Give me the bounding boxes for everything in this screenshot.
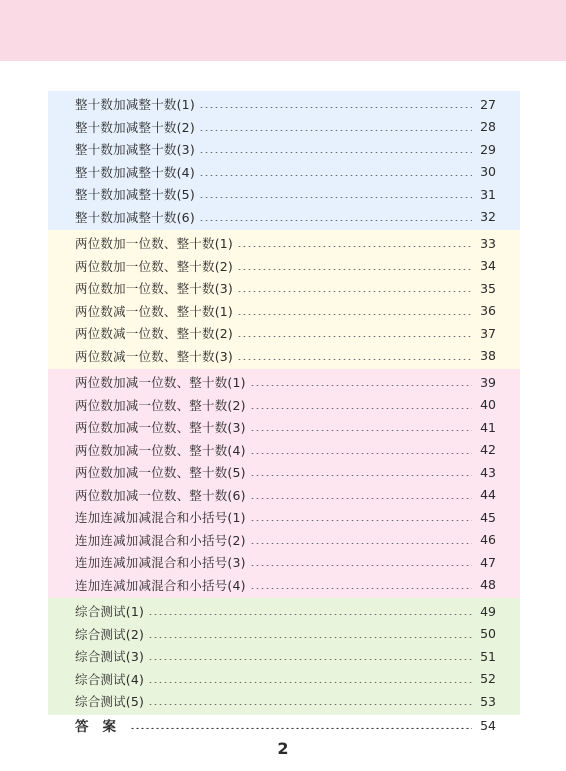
toc-entry[interactable] (48, 300, 520, 323)
toc-entry-title: 整十数加减整十数(1) (75, 97, 195, 113)
toc-entry-page-number: 41 (480, 419, 496, 435)
toc-entry[interactable] (48, 161, 520, 184)
dot-leader (199, 100, 472, 108)
toc-entry[interactable] (48, 623, 520, 646)
toc-entry-title: 两位数加减一位数、整十数(4) (75, 442, 246, 458)
toc-entry-title: 两位数加减一位数、整十数(6) (75, 487, 246, 503)
dot-leader (250, 536, 472, 544)
toc-entry[interactable] (48, 206, 520, 229)
dot-leader (148, 652, 472, 660)
dot-leader (250, 423, 472, 431)
toc-entry[interactable] (48, 394, 520, 417)
dot-leader (250, 468, 472, 476)
toc-entry-title: 综合测试(1) (75, 604, 145, 620)
toc-entry-page-number: 49 (480, 603, 496, 619)
toc-entry-page-number: 35 (480, 280, 496, 296)
toc-entry[interactable] (48, 645, 520, 668)
toc-entry-page-number: 33 (480, 235, 496, 251)
toc-entry-page-number: 36 (480, 303, 496, 319)
toc-entry-title: 两位数减一位数、整十数(2) (75, 326, 234, 342)
toc-entry-title: 两位数加减一位数、整十数(5) (75, 465, 246, 481)
toc-entry-title: 连加连减加减混合和小括号(4) (75, 577, 246, 593)
toc-entry-page-number: 37 (480, 325, 496, 341)
toc-entry-title: 连加连减加减混合和小括号(1) (75, 510, 246, 526)
toc-entry[interactable] (48, 484, 520, 507)
toc-entry-title: 两位数加减一位数、整十数(2) (75, 397, 246, 413)
toc-entry-page-number: 32 (480, 209, 496, 225)
toc-entry[interactable] (48, 668, 520, 691)
toc-entry-title: 整十数加减整十数(5) (75, 187, 195, 203)
toc-entry-title: 两位数减一位数、整十数(1) (75, 303, 234, 319)
dot-leader (148, 630, 472, 638)
toc-entry[interactable] (48, 506, 520, 529)
toc-entry-page-number: 51 (480, 648, 496, 664)
answers-label: 答案 (75, 719, 130, 735)
dot-leader (237, 284, 472, 292)
toc-entry-page-number: 48 (480, 577, 496, 593)
toc-entry[interactable] (48, 116, 520, 139)
toc-entry[interactable] (48, 138, 520, 161)
toc-entry[interactable] (48, 322, 520, 345)
dot-leader (250, 558, 472, 566)
dot-leader (148, 675, 472, 683)
toc-entry-title: 连加连减加减混合和小括号(3) (75, 555, 246, 571)
toc-entry[interactable] (48, 93, 520, 116)
toc-entry-page-number: 40 (480, 397, 496, 413)
toc-entry-page-number: 38 (480, 348, 496, 364)
page-number: 2 (277, 739, 289, 758)
toc-entry-page-number: 42 (480, 442, 496, 458)
toc-group (48, 230, 520, 369)
dot-leader (250, 581, 472, 589)
toc-entry[interactable] (48, 371, 520, 394)
dot-leader (237, 329, 472, 337)
dot-leader (199, 123, 472, 131)
toc-entry[interactable] (48, 600, 520, 623)
toc-group (48, 369, 520, 598)
toc-entry[interactable] (48, 277, 520, 300)
toc-entry[interactable] (48, 690, 520, 713)
toc-entry-page-number: 50 (480, 626, 496, 642)
toc-entry-page-number: 45 (480, 509, 496, 525)
toc-entry-title: 两位数加一位数、整十数(2) (75, 258, 234, 274)
toc-entry-title: 两位数加一位数、整十数(1) (75, 236, 234, 252)
toc-entry-title: 整十数加减整十数(6) (75, 209, 195, 225)
toc-entry-title: 整十数加减整十数(4) (75, 164, 195, 180)
toc-entry-page-number: 47 (480, 554, 496, 570)
toc-entry-title: 综合测试(3) (75, 649, 145, 665)
toc-entry-page-number: 44 (480, 487, 496, 503)
toc-entry[interactable] (48, 345, 520, 368)
toc-entry[interactable] (48, 461, 520, 484)
toc-entry-page-number: 39 (480, 374, 496, 390)
dot-leader (130, 721, 472, 729)
toc-entry[interactable] (48, 232, 520, 255)
toc-entry-title: 综合测试(5) (75, 694, 145, 710)
toc-entry-title: 两位数加一位数、整十数(3) (75, 281, 234, 297)
dot-leader (199, 145, 472, 153)
dot-leader (148, 607, 472, 615)
toc-entry-page-number: 31 (480, 186, 496, 202)
dot-leader (250, 446, 472, 454)
toc-entry-page-number: 53 (480, 693, 496, 709)
toc-entry[interactable] (48, 439, 520, 462)
dot-leader (250, 378, 472, 386)
toc-entry-title: 整十数加减整十数(3) (75, 142, 195, 158)
toc-entry-page-number: 34 (480, 258, 496, 274)
dot-leader (237, 352, 472, 360)
dot-leader (237, 239, 472, 247)
toc-entry[interactable] (48, 574, 520, 597)
toc-entry-page-number: 52 (480, 671, 496, 687)
toc-entry[interactable] (48, 255, 520, 278)
toc-entry-answers[interactable] (48, 713, 520, 737)
dot-leader (237, 307, 472, 315)
toc-entry-page-number: 43 (480, 464, 496, 480)
toc-entry-page-number: 46 (480, 532, 496, 548)
toc-entry-title: 综合测试(2) (75, 626, 145, 642)
dot-leader (148, 697, 472, 705)
header-band (0, 0, 566, 61)
dot-leader (250, 491, 472, 499)
toc-entry-page-number: 28 (480, 119, 496, 135)
dot-leader (199, 190, 472, 198)
dot-leader (237, 262, 472, 270)
toc-entry-title: 整十数加减整十数(2) (75, 119, 195, 135)
toc-entry-page-number: 29 (480, 141, 496, 157)
dot-leader (250, 401, 472, 409)
toc-entry-title: 连加连减加减混合和小括号(2) (75, 532, 246, 548)
toc-group (48, 598, 520, 715)
answers-page-number: 54 (480, 717, 496, 733)
dot-leader (199, 168, 472, 176)
toc-entry[interactable] (48, 529, 520, 552)
toc-entry-title: 两位数加减一位数、整十数(3) (75, 420, 246, 436)
toc-entry[interactable] (48, 551, 520, 574)
table-of-contents (48, 91, 520, 715)
toc-entry[interactable] (48, 416, 520, 439)
dot-leader (199, 213, 472, 221)
toc-entry-page-number: 27 (480, 96, 496, 112)
toc-entry-title: 综合测试(4) (75, 671, 145, 687)
toc-entry-title: 两位数减一位数、整十数(3) (75, 348, 234, 364)
dot-leader (250, 513, 472, 521)
toc-group (48, 91, 520, 230)
toc-entry[interactable] (48, 183, 520, 206)
toc-entry-title: 两位数加减一位数、整十数(1) (75, 375, 246, 391)
toc-entry-page-number: 30 (480, 164, 496, 180)
